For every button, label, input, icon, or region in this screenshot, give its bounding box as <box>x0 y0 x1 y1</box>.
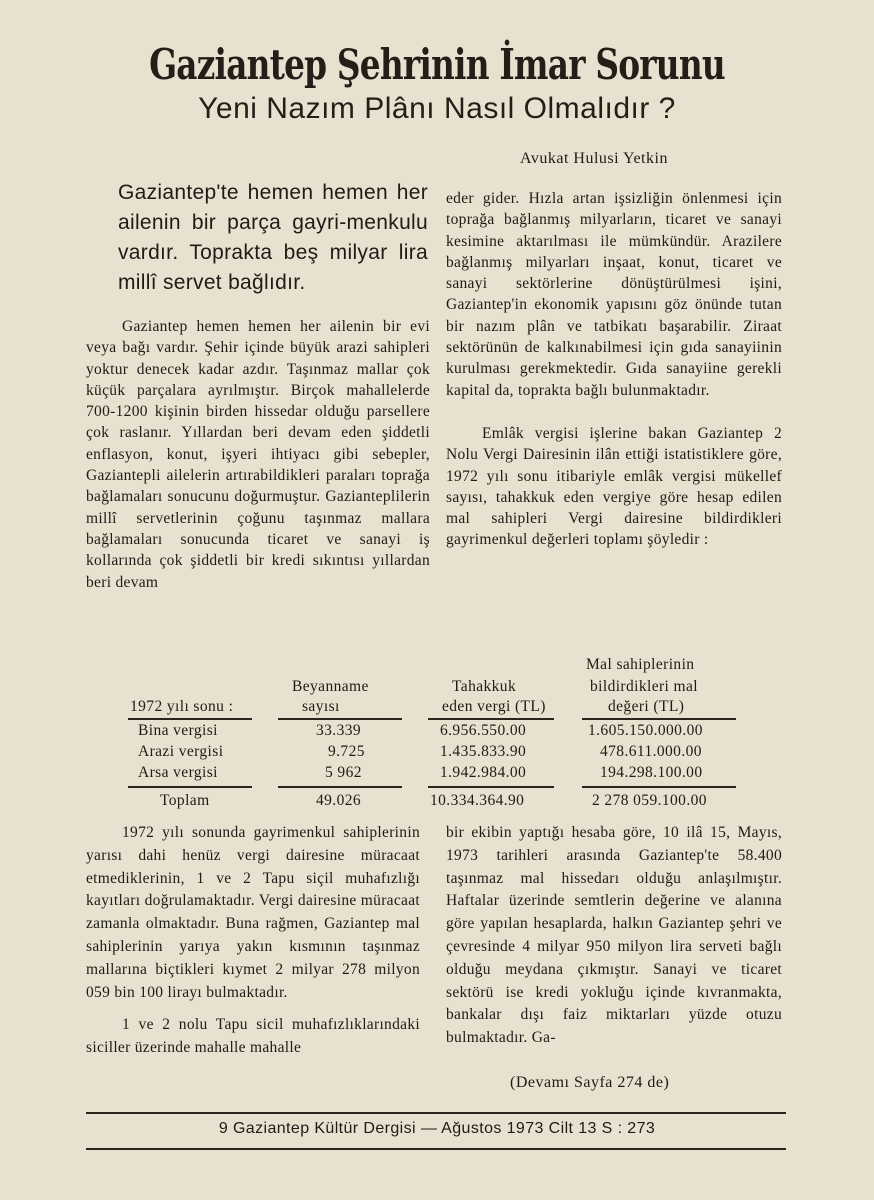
row-count: 33.339 <box>316 722 362 739</box>
page-footer: 9 Gaziantep Kültür Dergisi — Ağustos 1973 Cilt 13 S : 273 <box>218 1120 656 1137</box>
tax-statistics-table <box>0 650 874 820</box>
left-column-bottom <box>86 822 420 1060</box>
row-value: 1.605.150.000.00 <box>588 722 703 739</box>
total-separator <box>128 786 252 788</box>
header-underline <box>278 718 402 720</box>
right-column-top <box>446 188 782 551</box>
col3-header-line2: bildirdikleri mal <box>590 678 698 695</box>
row-value: 478.611.000.00 <box>600 743 702 760</box>
col3-header-line1: Mal sahiplerinin <box>586 656 695 673</box>
header-underline <box>582 718 736 720</box>
header-underline <box>428 718 554 720</box>
row-count: 9.725 <box>328 743 365 760</box>
body-paragraph: Emlâk vergisi işlerine bakan Gaziantep 2 Nolu Vergi Dairesinin ilân ettiği istatistiklere göre, 1972 yılı sonu itibariyle emlâk vergisi mükellef sayısı, tahakkuk eden vergiye göre hesap edilen mal sahipleri Vergi dairesine bildirdikleri gayrimenkul değerleri toplamı şöyledir : <box>446 424 782 549</box>
col1-header-line1: Beyanname <box>292 678 369 695</box>
row-label: Arazi vergisi <box>138 743 224 760</box>
col2-header-line2: eden vergi (TL) <box>442 698 546 715</box>
row-tax: 6.956.550.00 <box>440 722 527 739</box>
row-tax: 1.942.984.00 <box>440 764 527 781</box>
author-byline: Avukat Hulusi Yetkin <box>520 150 668 167</box>
row-label: Bina vergisi <box>138 722 218 739</box>
total-value: 2 278 059.100.00 <box>592 792 707 809</box>
footer-rule-top <box>86 1112 786 1114</box>
total-separator <box>428 786 554 788</box>
body-paragraph: 1 ve 2 nolu Tapu sicil muhafızlıklarındaki siciller üzerinde mahalle mahalle <box>86 1016 420 1057</box>
total-tax: 10.334.364.90 <box>430 792 525 809</box>
total-separator <box>582 786 736 788</box>
body-paragraph: bir ekibin yaptığı hesaba göre, 10 ilâ 15, Mayıs, 1973 tarihleri arasında Gaziantep'te 58.400 taşınmaz mal hissedarı olduğu anlaşılmıştır. Haftalar üzerinde semtlerin değerine ve alanına göre yapılan hesaplarda, halkın Gaziantep şehri ve çevresinde 4 milyar 950 milyon lira serveti bağlı olduğu meydana çıkmıştır. Sanayi ve ticaret sektörü ise kredi yokluğu içinde kıvranmakta, bankalar dışı faiz miktarları yüzde otuzu bulmaktadır. Ga- <box>446 824 782 1047</box>
col1-header-line2: sayısı <box>302 698 340 715</box>
col3-header-line3: değeri (TL) <box>608 698 685 715</box>
row-count: 5 962 <box>325 764 362 781</box>
article-subtitle: Yeni Nazım Plânı Nasıl Olmalıdır ? <box>198 92 676 125</box>
body-paragraph: 1972 yılı sonunda gayrimenkul sahiplerinin yarısı dahi henüz vergi dairesine müracaat etmediklerinin, 1 ve 2 Tapu siçil muhafızlığı kayıtları doğrulamaktadır. Vergi dairesine müracaat zamanla olmaktadır. Buna rağmen, Gaziantep mal sahiplerinin yarıya yakın kısmının taşınmaz mallarına biçtikleri kıymet 2 milyar 278 milyon 059 bin 100 lirayı bulmaktadır. <box>86 824 420 1001</box>
continuation-note: (Devamı Sayfa 274 de) <box>510 1074 670 1091</box>
total-separator <box>278 786 402 788</box>
right-column-bottom <box>446 822 782 1050</box>
footer-rule-bottom <box>86 1148 786 1150</box>
total-label: Toplam <box>160 792 210 809</box>
lead-paragraph: Gaziantep'te hemen hemen her ailenin bir parça gayri-menkulu vardır. Toprakta beş milyar lira millî servet bağlıdır. <box>118 181 428 294</box>
header-underline <box>128 718 252 720</box>
total-count: 49.026 <box>316 792 362 809</box>
article-title: Gaziantep Şehrinin İmar Sorunu <box>149 40 725 89</box>
body-paragraph: eder gider. Hızla artan işsizliğin önlenmesi için toprağa bağlanmış milyarların, ticaret ve sanayi kesimine aktarılması ile mümkündür. Arazilere bağlanmış milyarları inşaat, konut, ticaret ve sanayi sektörlerine dönüştürülmesi işini, Gaziantep'in ekonomik yapısını göz önünde tutan bir nazım plân ve tatbikatı başarabilir. Ziraat sektörünün de kalkınabilmesi için gıda sanayiinin kurulması gerekmektedir. Gıda sanayiine gerekli kapital da, toprakta bağlı bulunmaktadır. <box>446 190 782 399</box>
left-column-top <box>86 316 430 593</box>
row-tax: 1.435.833.90 <box>440 743 527 760</box>
body-paragraph: Gaziantep hemen hemen her ailenin bir evi veya bağı vardır. Şehir içinde büyük arazi sahipleri yoktur denecek kadar azdır. Taşınmaz mallar çok küçük parçalara ayrılmıştır. Birçok mahallelerde 700-1200 kişinin birden hissedar olduğu parsellere çok raslanır. Yıllardan beri devam eden şiddetli enflasyon, konut, işyeri ihtiyacı gibi sebepler, Gaziantepli ailelerin artırabildikleri paraları toprağa bağlamaları sonucunu doğurmuştur. Gazianteplilerin millî servetlerinin çoğunu taşınmaz mallara bağlamaları sonucunda ticaret ve sanayi iş kollarında çok şiddetli bir kredi sıkıntısı yıllardan beri devam <box>86 318 430 591</box>
col2-header-line1: Tahakkuk <box>452 678 517 695</box>
row-header: 1972 yılı sonu : <box>130 698 234 715</box>
row-value: 194.298.100.00 <box>600 764 703 781</box>
row-label: Arsa vergisi <box>138 764 218 781</box>
